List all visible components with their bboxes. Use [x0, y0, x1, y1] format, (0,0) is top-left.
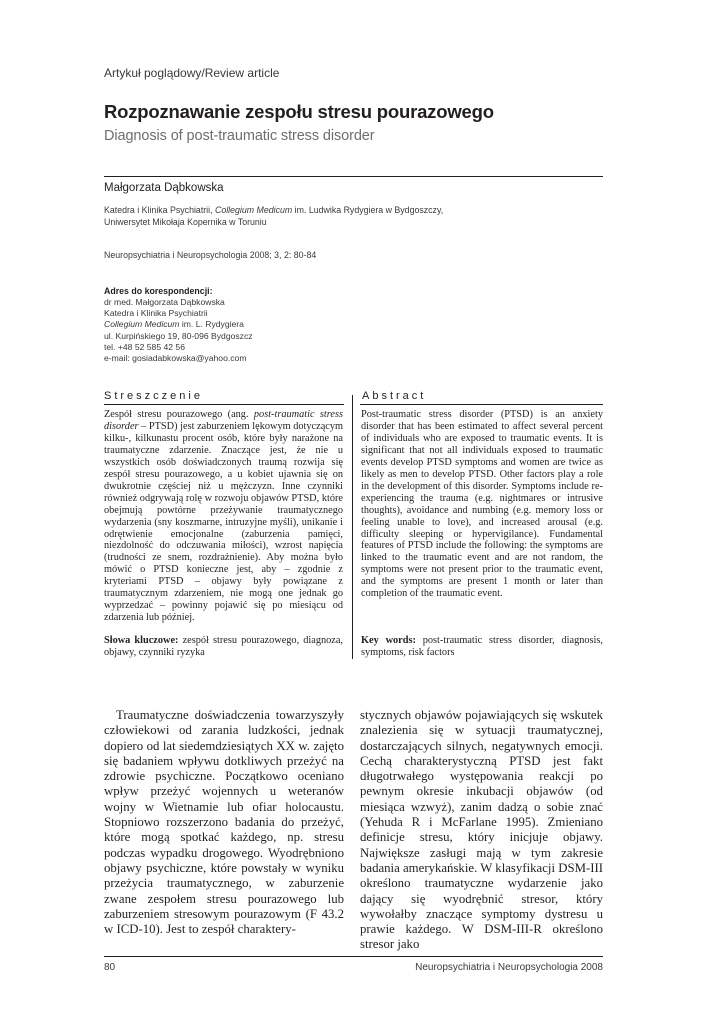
streszczenie-text-part: Zespół stresu pourazowego (ang. [104, 409, 254, 420]
footer-journal-title: Neuropsychiatria i Neuropsychologia 2008 [415, 962, 603, 973]
correspondence-heading: Adres do korespondencji: [104, 286, 213, 296]
abstract-text: Post-traumatic stress disorder (PTSD) is an anxiety disorder that has been estimated to affect several percent of individuals who are exposed to traumatic events. It is significant that not all individuals exposed to traumatic events develop PTSD symptoms and women are twice as likely as men to develop PTSD. Other factors play a role in the development of this disorder. Symptoms include re-experiencing the trauma (e.g. nightmares or intrusive thoughts), avoidance and numbing (e.g. memory loss or feeling unable to love), and increased arousal (e.g. difficulty sleeping or hypervigilance). Fundamental features of PTSD include the following: the symptoms are linked to the traumatic event and are not random, the symptoms were not present prior to the traumatic event, and the symptoms are present 1 month or later than completion of the traumatic event. [361, 409, 603, 600]
column-divider [352, 395, 353, 659]
article-title: Rozpoznawanie zespołu stresu pourazowego [104, 101, 494, 122]
key-words [361, 635, 603, 659]
correspondence-address [104, 297, 253, 364]
streszczenie-italic: post-traumatic stress disorder [104, 409, 343, 432]
streszczenie-divider [104, 404, 344, 405]
journal-citation: Neuropsychiatria i Neuropsychologia 2008; 3, 2: 80-84 [104, 250, 317, 260]
header-divider [104, 176, 603, 177]
keywords-list: post-traumatic stress disorder, diagnosis, symptoms, risk factors [361, 635, 603, 658]
streszczenie-text-part: – PTSD) jest zaburzeniem lękowym dotyczącym kilku-, kilkunastu procent osób, które były narażone na traumatyczne zdarzenie. Znaczące jest, że nie u wszystkich osób doświadczonych traumą rozwija się zespół stresu pourazowego, a u kobiet ujawnia się on dwukrotnie częściej niż u mężczyzn. Inne czynniki również odgrywają rolę w rozwoju objawów PTSD, które obejmują powtórne przeżywanie traumatycznego wydarzenia (sny koszmarne, intruzyjne myśli), unikanie i odrętwienie emocjonalne (zaburzenia pamięci, niezdolność do odczuwania miłości), wzrost napięcia (trudności ze snem, rozdrażnienie). Aby można było mówić o PTSD konieczne jest, aby – zgodnie z kryteriami PTSD – objawy były powiązane z traumatycznym zdarzeniem, nie mogą one jednak go wyprzedzać – powinny pojawić się po miesiącu od zdarzenia lub później. [104, 420, 343, 624]
body-column-left: Traumatyczne doświadczenia towarzyszyły człowiekowi od zarania ludzkości, jednak dopiero od lat siedemdziesiątych XX w. zajęto się badaniem wpływu dotkliwych przeżyć na zdrowie psychiczne. Początkowo oceniano wpływ przeżyć wojennych u weteranów wojny w Wietnamie lub ofiar holocaustu. Stopniowo rozszerzono badania do przeżyć, które mogą spotkać każdego, np. stresu podczas wypadku drogowego. Wyodrębniono objawy psychiczne, które powstały w wyniku przeżycia traumatycznego, w zaburzenie zwane zespołem stresu pourazowego lub zaburzeniem stresowym pourazowym (F 43.2 w ICD-10). Jest to zespół charaktery- [104, 708, 344, 937]
streszczenie-text [104, 409, 343, 624]
affiliation-text: Katedra i Klinika Psychiatrii, [104, 205, 215, 215]
correspondence-line: Katedra i Klinika Psychiatrii [104, 308, 208, 319]
affiliation-italic: Collegium Medicum [214, 205, 293, 215]
affiliation-text: im. Ludwika Rydygiera w Bydgoszczy, [292, 205, 444, 215]
body-column-right: stycznych objawów pojawiających się wskutek znalezienia się w sytuacji traumatycznej, dostarczających silnych, negatywnych emocji. Cechą charakterystyczną PTSD jest fakt długotrwałego występowania reakcji po pewnym okresie inkubacji objawów (od miesiąca wzwyż), zanim dadzą o sobie znać (Yehuda R i McFarlane 1995). Zmieniano definicje stresu, który inicjuje objawy. Największe zasługi mają w tym zakresie badania amerykańskie. W klasyfikacji DSM-III określono traumatyczne wydarzenie jako dający się wyodrębnić stresor, który wywołałby znaczące symptomy dystresu u prawie każdego. W DSM-III-R określono stresor jako [360, 708, 603, 952]
slowa-kluczowe [104, 635, 343, 659]
page-number: 80 [104, 962, 116, 973]
correspondence-line: ul. Kurpińskiego 19, 80-096 Bydgoszcz [104, 330, 253, 341]
article-category: Artykuł poglądowy/Review article [104, 66, 280, 80]
affiliation-university: Uniwersytet Mikołaja Kopernika w Toruniu [104, 216, 267, 227]
abstract-divider [360, 404, 603, 405]
keywords-label: Słowa kluczowe: [104, 635, 179, 646]
author-name: Małgorzata Dąbkowska [104, 182, 224, 194]
keywords-list: zespół stresu pourazowego, diagnoza, objawy, czynniki ryzyka [104, 635, 343, 658]
correspondence-phone: tel. +48 52 585 42 56 [104, 341, 185, 352]
footer-divider [104, 956, 603, 957]
correspondence-email: e-mail: gosiadabkowska@yahoo.com [104, 353, 247, 364]
correspondence-line: dr med. Małgorzata Dąbkowska [104, 297, 225, 307]
correspondence-text: im. L. Rydygiera [179, 319, 244, 330]
correspondence-italic: Collegium Medicum [104, 319, 180, 330]
keywords-label: Key words: [361, 635, 416, 646]
author-affiliation [104, 205, 524, 228]
correspondence-line [104, 319, 253, 330]
abstract-heading: Abstract [362, 390, 427, 402]
streszczenie-heading: Streszczenie [104, 390, 203, 402]
article-subtitle: Diagnosis of post-traumatic stress disorder [104, 128, 375, 144]
